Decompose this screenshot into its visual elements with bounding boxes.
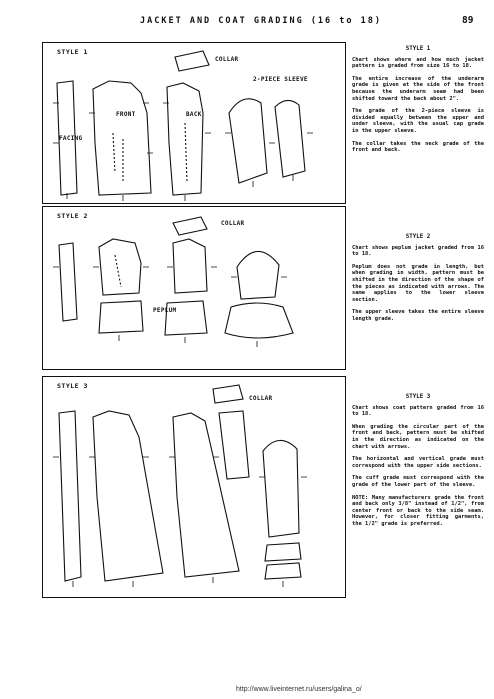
style1-note-4: The collar takes the neck grade of the front and back. <box>352 140 484 154</box>
style3-label: STYLE 3 <box>57 382 88 390</box>
style1-pattern-drawing <box>43 43 346 204</box>
source-watermark: http://www.liveinternet.ru/users/galina_o/ <box>236 686 362 693</box>
style1-notes-heading: STYLE 1 <box>405 46 431 52</box>
style3-collar-label: COLLAR <box>249 395 273 402</box>
style3-note-1: Chart shows coat pattern graded from 16 to 18. <box>352 404 484 418</box>
style1-note-2: The entire increase of the underarm grade is given at the side of the front because the underarm seam had been shifted toward the back about 2". <box>352 75 484 102</box>
style2-diagram-panel <box>42 206 346 370</box>
style1-back-label: BACK <box>186 111 202 118</box>
style1-collar-label: COLLAR <box>215 56 239 63</box>
style3-note-2: When grading the circular part of the front and back, pattern must be shifted in the direction as indicated on the chart with arrows. <box>352 423 484 450</box>
style2-collar-label: COLLAR <box>221 220 245 227</box>
style1-diagram-panel <box>42 42 346 204</box>
style3-note-3: The horizontal and vertical grade must correspond with the upper side sections. <box>352 456 484 469</box>
style3-note-4: The cuff grade must correspond with the grade of the lower part of the sleeve. <box>352 475 484 488</box>
style2-notes-heading: STYLE 2 <box>405 234 431 240</box>
style1-note-1: Chart shows where and how much jacket pattern is graded from size 16 to 18. <box>352 56 484 70</box>
style2-note-3: The upper sleeve takes the entire sleeve length grade. <box>352 309 484 322</box>
style2-notes <box>352 234 484 329</box>
style3-note-5: NOTE: Many manufacturers grade the front and back only 3/8" instead of 1/2", from center front or back to the side seam. However, for closer fitting garments, the 1/2" grade is preferred. <box>352 494 484 527</box>
style2-peplum-label: PEPLUM <box>153 307 177 314</box>
style2-note-2: Peplum does not grade in length, but when grading in width, pattern must be shifted in the direction of the shape of the pieces as indicated with arrows. The same applies to the lower sleeve section. <box>352 263 484 303</box>
style3-diagram-panel <box>42 376 346 598</box>
style1-sleeve-label: 2-PIECE SLEEVE <box>253 76 308 83</box>
style1-facing-label: FACING <box>59 135 83 142</box>
style2-note-1: Chart shows peplum jacket graded from 16 to 18. <box>352 244 484 258</box>
style1-note-3: The grade of the 2-piece sleeve is divided equally between the upper and under sleeve, with the usual cap grade in the upper sleeve. <box>352 108 484 134</box>
style3-pattern-drawing <box>43 377 346 598</box>
page-number: 89 <box>462 15 474 26</box>
style1-front-label: FRONT <box>116 111 136 118</box>
style3-notes-heading: STYLE 3 <box>405 394 431 400</box>
style3-notes <box>352 394 484 534</box>
style1-label: STYLE 1 <box>57 48 88 56</box>
style1-notes <box>352 46 484 160</box>
style2-label: STYLE 2 <box>57 212 88 220</box>
style2-pattern-drawing <box>43 207 346 370</box>
page-header <box>0 16 494 32</box>
page-title: JACKET AND COAT GRADING (16 to 18) <box>140 16 382 26</box>
